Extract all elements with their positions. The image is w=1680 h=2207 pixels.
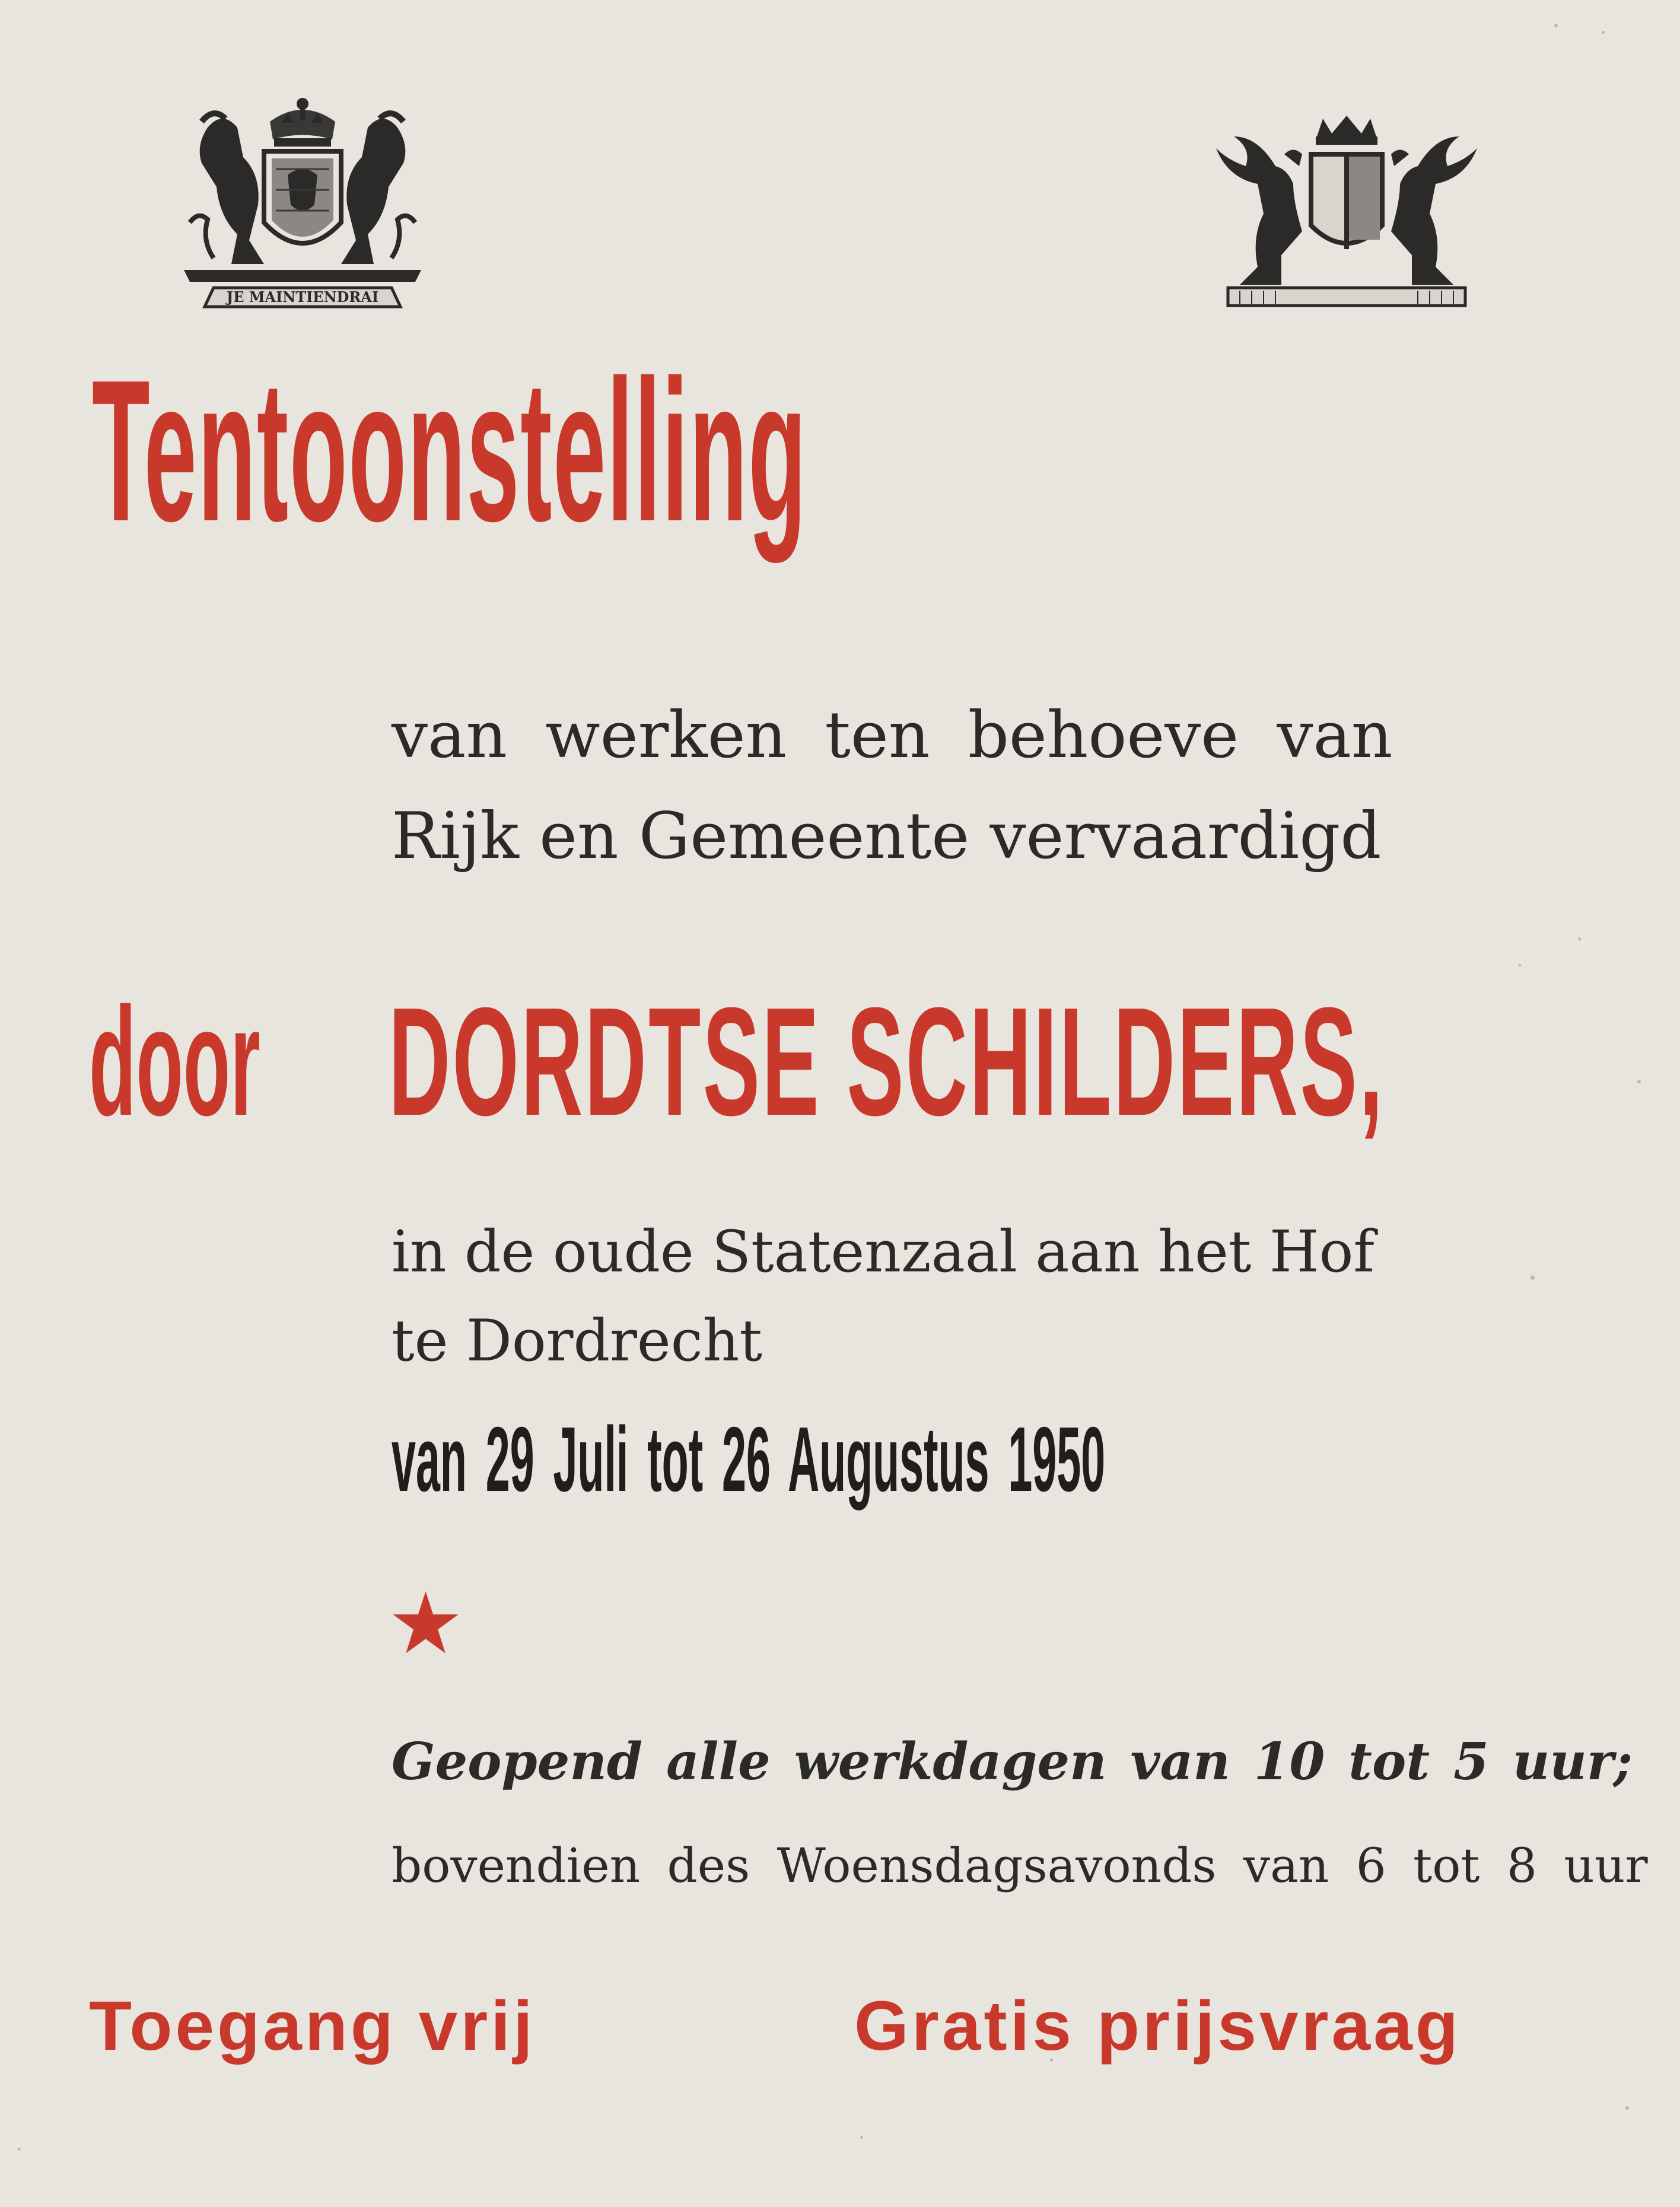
paper-speck [1531, 1276, 1535, 1280]
intro-line-1: van werken ten behoeve van [392, 698, 1393, 772]
makers-name: DORDTSE SCHILDERS, [389, 976, 1385, 1148]
free-admission-text: Toegang vrij [89, 1987, 536, 2065]
poster-headline: Tentoonstelling [92, 338, 807, 564]
venue-line-2: te Dordrecht [392, 1308, 762, 1374]
paper-speck [860, 2136, 863, 2139]
makers-prefix: door [89, 976, 260, 1148]
venue-line-1: in de oude Statenzaal aan het Hof [392, 1219, 1374, 1285]
paper-speck [18, 2148, 21, 2151]
exhibition-dates: van 29 Juli tot 26 Augustus 1950 [392, 1408, 1106, 1510]
paper-speck [1637, 1080, 1641, 1083]
paper-speck [1578, 937, 1581, 940]
opening-hours-evenings: bovendien des Woensdagsavonds van 6 tot 8 uur [392, 1838, 1648, 1893]
free-contest-text: Gratis prijsvraag [854, 1987, 1461, 2065]
paper-speck [1519, 964, 1521, 966]
paper-speck [1554, 24, 1558, 27]
paper-speck [1625, 2106, 1629, 2110]
paper-speck [1602, 31, 1605, 34]
intro-line-2: Rijk en Gemeente vervaardigd [392, 799, 1382, 873]
royal-coat-of-arms-icon [166, 86, 439, 314]
opening-hours-weekdays: Geopend alle werkdagen van 10 tot 5 uur; [392, 1732, 1633, 1792]
dordrecht-coat-of-arms-icon [1204, 113, 1489, 309]
star-icon [392, 1590, 460, 1655]
motto-text: JE MAINTIENDRAI [226, 288, 379, 306]
